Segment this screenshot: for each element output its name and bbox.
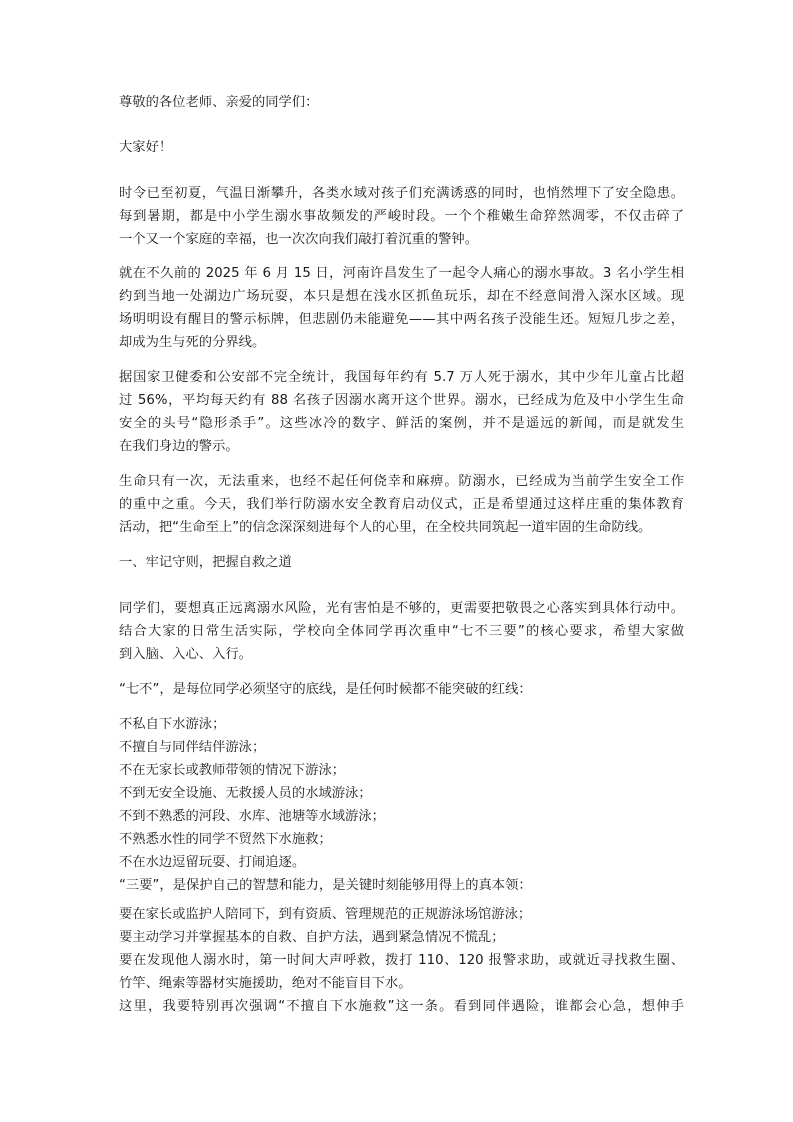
paragraph-line: 生命只有一次，无法重来，也经不起任何侥幸和麻痹。防溺水，已经成为当前学生安全工作 <box>119 474 684 489</box>
paragraph-line: 过 56%，平均每天约有 88 名孩子因溺水离开这个世界。溺水，已经成为危及中小学生生命 <box>119 393 684 408</box>
paragraph-2 <box>119 262 684 354</box>
list-item: 不擅自与同伴结伴游泳； <box>119 740 266 755</box>
greeting-text: 大家好！ <box>119 140 173 155</box>
paragraph-4 <box>119 470 684 539</box>
seven-intro-text: “七不”，是每位同学必须坚守的底线，是任何时候都不能突破的红线： <box>119 682 532 697</box>
paragraph-line: 到入脑、入心、入行。 <box>119 647 252 662</box>
paragraph-line: 活动，把“生命至上”的信念深深刻进每个人的心里，在全校共同筑起一道牢固的生命防线。 <box>119 520 652 535</box>
list-item: 不到无安全设施、无救援人员的水域游泳； <box>119 786 372 801</box>
paragraph-line: 场明明设有醒目的警示标牌，但悲剧仍未能避免——其中两名孩子没能生还。短短几步之差， <box>119 312 684 327</box>
section-heading-text: 一、牢记守则，把握自救之道 <box>119 555 292 570</box>
salutation <box>119 91 684 114</box>
list-item: 竹竿、绳索等器材实施援助，绝对不能盲目下水。 <box>119 976 412 991</box>
paragraph-line: 的重中之重。今天，我们举行防溺水安全教育启动仪式，正是希望通过这样庄重的集体教育 <box>119 497 684 512</box>
paragraph-line: 这里，我要特别再次强调“不擅自下水施救”这一条。看到同伴遇险，谁都会心急，想伸手 <box>119 999 684 1014</box>
greeting <box>119 136 684 159</box>
paragraph-line: 安全的头号“隐形杀手”。这些冰冷的数字、鲜活的案例，并不是遥远的新闻，而是就发生 <box>119 416 684 431</box>
list-item: 要在发现他人溺水时，第一时间大声呼救，拨打 110、120 报警求助，或就近寻找救生圈、 <box>119 953 684 968</box>
seven-intro <box>119 678 684 701</box>
list-item: 不私自下水游泳； <box>119 717 226 732</box>
paragraph-line: 约到当地一处湖边广场玩耍，本只是想在浅水区抓鱼玩乐，却在不经意间滑入深水区域。现 <box>119 289 684 304</box>
list-item: 要主动学习并掌握基本的自救、自护方法，遇到紧急情况不慌乱； <box>119 930 505 945</box>
paragraph-line: 在我们身边的警示。 <box>119 439 239 454</box>
paragraph-line: 据国家卫健委和公安部不完全统计，我国每年约有 5.7 万人死于溺水，其中少年儿童占比超 <box>119 370 684 385</box>
paragraph-line: 就在不久前的 2025 年 6 月 15 日，河南许昌发生了一起令人痛心的溺水事故。3 名小学生相 <box>119 266 684 281</box>
paragraph-1 <box>119 182 684 251</box>
paragraph-line: 同学们，要想真正远离溺水风险，光有害怕是不够的，更需要把敬畏之心落实到具体行动中。 <box>119 601 684 616</box>
list-item: 要在家长或监护人陪同下，到有资质、管理规范的正规游泳场馆游泳； <box>119 907 532 922</box>
paragraph-line: 却成为生与死的分界线。 <box>119 335 266 350</box>
three-intro-text: “三要”，是保护自己的智慧和能力，是关键时刻能够用得上的真本领： <box>119 878 532 893</box>
list-item: 不在水边逗留玩耍、打闹追逐。 <box>119 855 306 870</box>
list-item: 不在无家长或教师带领的情况下游泳； <box>119 763 346 778</box>
paragraph-line: 时令已至初夏，气温日渐攀升，各类水域对孩子们充满诱惑的同时，也悄然埋下了安全隐患。 <box>119 186 684 201</box>
paragraph-5 <box>119 597 684 666</box>
paragraph-3 <box>119 366 684 458</box>
paragraph-line: 结合大家的日常生活实际，学校向全体同学再次重申“七不三要”的核心要求，希望大家做 <box>119 624 684 639</box>
three-rules-list <box>119 903 684 1018</box>
salutation-text: 尊敬的各位老师、亲爱的同学们： <box>119 95 319 110</box>
section-heading-1 <box>119 551 684 574</box>
seven-rules-list <box>119 713 684 897</box>
paragraph-line: 每到暑期，都是中小学生溺水事故频发的严峻时段。一个个稚嫩生命猝然凋零，不仅击碎了 <box>119 209 684 224</box>
list-item: 不熟悉水性的同学不贸然下水施救； <box>119 832 332 847</box>
paragraph-line: 一个又一个家庭的幸福，也一次次向我们敲打着沉重的警钟。 <box>119 232 479 247</box>
list-item: 不到不熟悉的河段、水库、池塘等水域游泳； <box>119 809 385 824</box>
